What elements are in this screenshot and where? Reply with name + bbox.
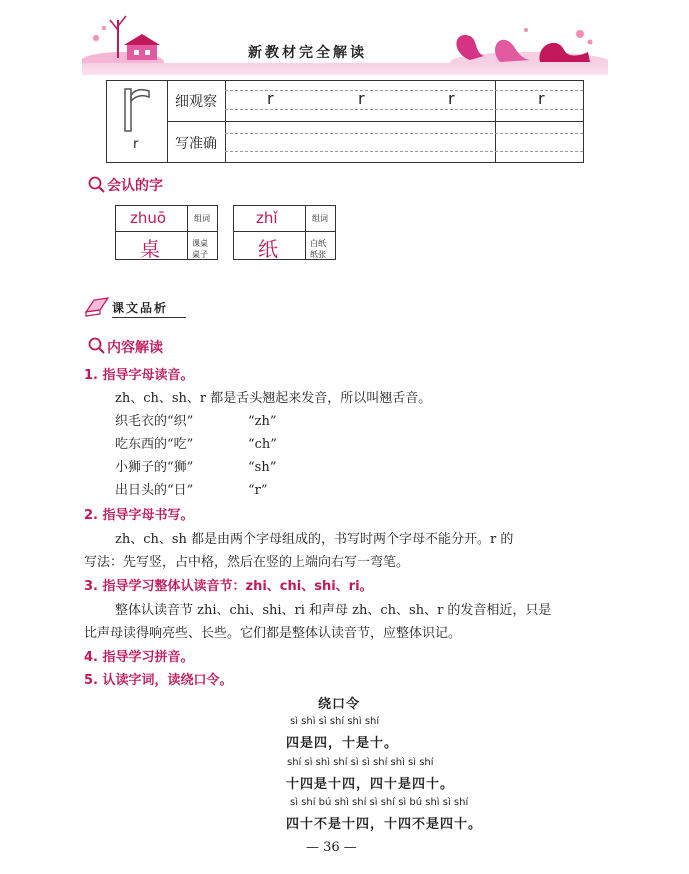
paragraph: zh、ch、sh、r 都是舌头翘起来发音，所以叫翘舌音。 bbox=[115, 391, 432, 406]
card-zuci-label: 组词 bbox=[312, 214, 328, 223]
header-decoration-left bbox=[82, 8, 172, 70]
pair-sound: “r” bbox=[248, 483, 268, 498]
item-title: 3. 指导学习整体认读音节：zhi、chi、shi、ri。 bbox=[84, 579, 373, 594]
paragraph: zh、ch、sh 都是由两个字母组成的，书写时两个字母不能分开。r 的 bbox=[115, 532, 514, 547]
card-word: 桌子 bbox=[192, 250, 208, 259]
paragraph: 写法：先写竖，占中格，然后在竖的上端向右写一弯笔。 bbox=[84, 555, 410, 570]
pair-word: 出日头的“日” bbox=[115, 483, 194, 498]
pair-word: 吃东西的“吃” bbox=[115, 437, 194, 452]
poem-pinyin: sì shí bú shì shí sì shí sì bú shì sì shí bbox=[290, 797, 469, 808]
section-heading-content: 内容解读 bbox=[107, 340, 163, 356]
poem-line: 四是四，十是十。 bbox=[286, 736, 399, 751]
item-title: 1. 指导字母读音。 bbox=[84, 368, 194, 383]
card-word: 课桌 bbox=[192, 239, 208, 248]
analysis-underline bbox=[112, 317, 186, 318]
card-word: 白纸 bbox=[310, 239, 326, 248]
card-hanzi: 桌 bbox=[140, 237, 160, 261]
pair-sound: “zh” bbox=[248, 414, 277, 429]
observe-letter: r bbox=[358, 89, 365, 108]
poem-pinyin: shí sì shì shí sì sì shí shì sì shí bbox=[287, 757, 434, 768]
pair-sound: “sh” bbox=[248, 460, 277, 475]
paragraph: 整体认读音节 zhi、chi、shi、ri 和声母 zh、ch、sh、r 的发音相近，只是 bbox=[115, 603, 552, 618]
section-heading-recognize: 会认的字 bbox=[107, 178, 163, 194]
char-card bbox=[233, 205, 336, 260]
magnifier-icon bbox=[88, 337, 106, 355]
pair-word: 小狮子的“狮” bbox=[115, 460, 194, 475]
card-pinyin: zhǐ bbox=[256, 209, 278, 227]
poem-line: 十四是十四，四十是四十。 bbox=[286, 777, 455, 792]
observe-letter: r bbox=[538, 89, 545, 108]
magnifier-icon bbox=[88, 176, 106, 194]
writing-table bbox=[106, 80, 584, 163]
item-title: 2. 指导字母书写。 bbox=[84, 508, 194, 523]
pair-word: 织毛衣的“织” bbox=[115, 414, 194, 429]
char-card bbox=[115, 205, 218, 260]
poem-title: 绕口令 bbox=[318, 697, 361, 712]
book-icon bbox=[84, 294, 110, 318]
item-title: 5. 认读字词，读绕口令。 bbox=[84, 673, 233, 688]
observe-letter: r bbox=[267, 89, 274, 108]
poem-line: 四十不是十四，十四不是四十。 bbox=[286, 817, 483, 832]
left-letter: r bbox=[133, 137, 139, 152]
write-label: 写准确 bbox=[175, 136, 217, 152]
page-number: — 36 — bbox=[306, 840, 357, 855]
observe-label: 细观察 bbox=[175, 94, 217, 110]
poem-pinyin: sì shì sì shí shì shí bbox=[290, 716, 380, 727]
observe-letter: r bbox=[448, 89, 455, 108]
card-zuci-label: 组词 bbox=[194, 214, 210, 223]
card-hanzi: 纸 bbox=[258, 237, 278, 261]
item-title: 4. 指导学习拼音。 bbox=[84, 650, 194, 665]
letter-r-stroke-demo bbox=[117, 85, 157, 133]
pair-sound: “ch” bbox=[248, 437, 277, 452]
header-band bbox=[82, 63, 608, 75]
card-word: 纸张 bbox=[310, 250, 326, 259]
paragraph: 比声母读得响亮些、长些。它们都是整体认读音节，应整体识记。 bbox=[84, 626, 462, 641]
analysis-label: 课文品析 bbox=[112, 301, 169, 315]
card-pinyin: zhuō bbox=[130, 209, 167, 227]
header-title: 新教材完全解读 bbox=[248, 45, 367, 61]
